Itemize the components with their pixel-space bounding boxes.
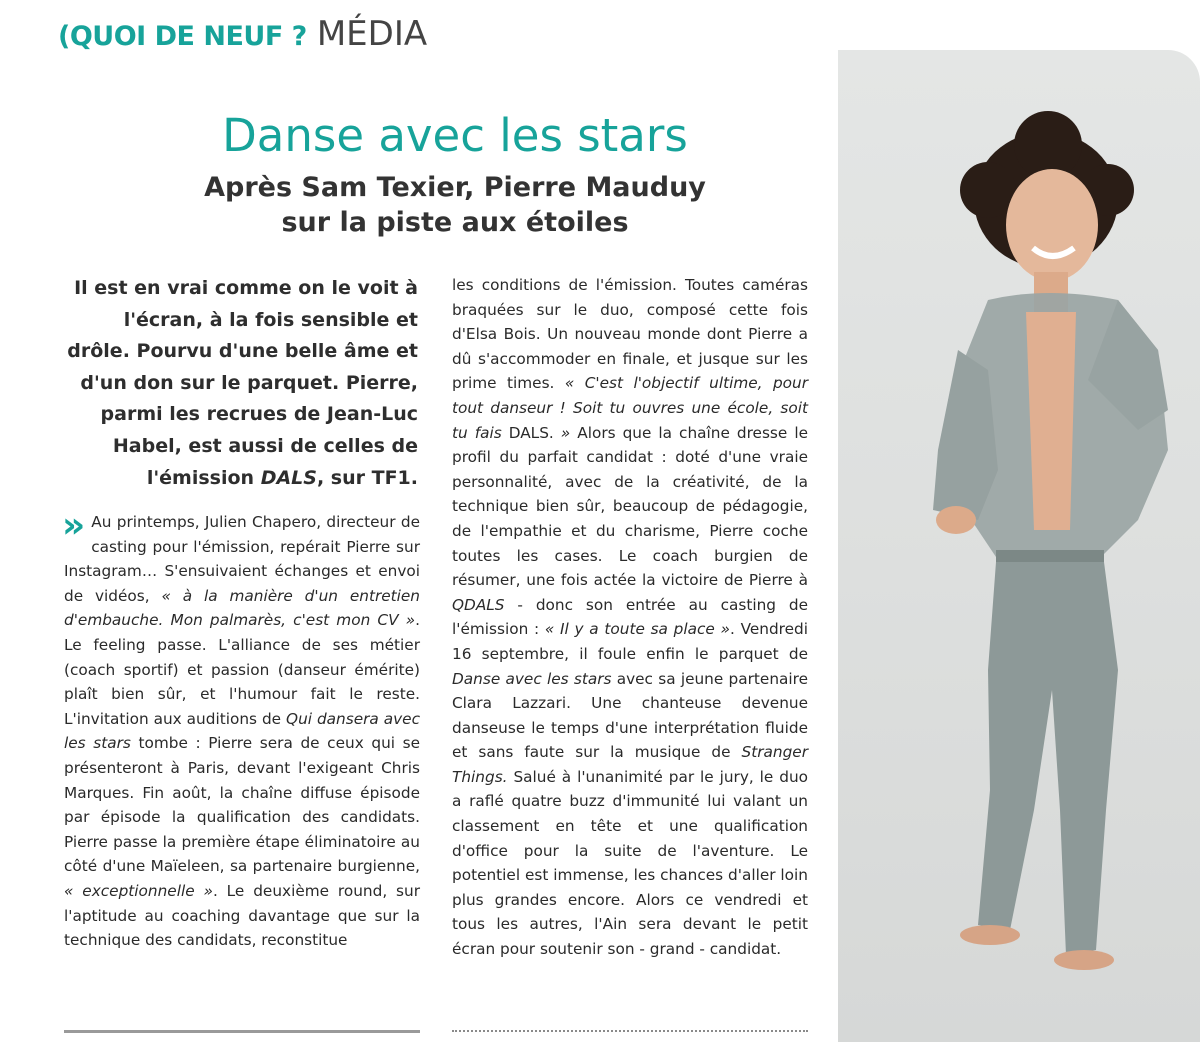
left-quote-1: « à la manière d'un entretien d'embauche. Mon palmarès, c'est mon CV » [64,586,421,630]
right-text-6: avec sa jeune partenaire Clara Lazzari. Une chanteuse devenue danseuse le temps d'une interprétation fluide et sans faute sur la musique de [452,669,808,762]
brand-logo: (QUOI DE NEUF ? [58,21,307,52]
left-text-3: tombe : Pierre sera de ceux qui se présenteront à Paris, devant l'exigeant Chris Marques. Fin août, la chaîne diffuse épisode par épisode la qualification des candidats. Pierre passe la première étape éliminatoire au côté d'une Maïeleen, sa partenaire burgienne, [64,734,421,876]
article-lead [62,273,418,494]
right-text-4: - donc son entrée au casting de l'émission : [452,595,808,639]
right-text-1: les conditions de l'émission. Toutes caméras braquées sur le duo, composé cette fois d'Elsa Bois. Un nouveau monde dont Pierre a dû s'accommoder en finale, et jusque sur les prime times. [452,276,808,393]
right-quote-1: « C'est l'objectif ultime, pour tout danseur ! Soit tu ouvres une école, soit tu fais [452,374,808,442]
right-text-7: Salué à l'unanimité par le jury, le duo a raflé quatre buzz d'immunité lui valant un classement en tête et une qualification d'office pour la suite de l'aventure. Le potentiel est immense, les chances d'aller loin plus grandes encore. Alors ce vendredi et tous les autres, l'Ain sera devant le petit écran pour soutenir son - grand - candidat. [452,767,808,959]
left-quote-3: « exceptionnelle » [64,881,213,900]
left-quote-2: Qui dansera avec les stars [64,709,421,753]
right-text-5: . Vendredi 16 septembre, il foule enfin le parquet de [452,620,808,663]
body-column-left [62,505,421,953]
dancer-figure-illustration [838,50,1200,1042]
body-column-right [452,273,808,962]
right-quote-6: Stranger Things. [452,743,808,786]
lead-text-1: Il est en vrai comme on le voit à l'écran, à la fois sensible et drôle. Pourvu d'une belle âme et d'un don sur le parquet. Pierre, parmi les recrues de Jean-Luc Habel, est aussi de celles de l'émission [67,277,418,489]
subtitle-line-1: Après Sam Texier, Pierre Mauduy [204,172,706,203]
right-quote-2: » [560,423,571,442]
right-quote-5: Danse avec les stars [452,669,612,688]
article-title: Danse avec les stars [222,109,688,162]
section-label: MÉDIA [316,14,428,54]
left-text-2: . Le feeling passe. L'alliance de ses métier (coach sportif) et passion (danseur émérite) plaît bien sûr, et l'humour fait le reste. L'invitation aux auditions de [64,611,420,728]
magazine-header [58,14,427,58]
dancer-photo [838,50,1200,1042]
opening-quote-mark: » [62,505,86,546]
right-text-3: Alors que la chaîne dresse le profil du parfait candidat : doté d'une vraie personnalité, avec de la créativité, de la technique bien sûr, beaucoup de pédagogie, de l'empathie et du charisme, Pierre coche toutes les cases. Le coach burgien de résumer, une fois actée la victoire de Pierre à [452,423,808,590]
subtitle-line-2: sur la piste aux étoiles [281,207,629,238]
lead-emphasis: DALS [260,466,317,489]
right-quote-3: QDALS [452,595,505,614]
right-text-2: DALS. [501,423,561,442]
right-quote-4: « Il y a toute sa place » [544,620,730,639]
lead-text-2: , sur TF1. [316,466,418,489]
left-text-1: Au printemps, Julien Chapero, directeur de casting pour l'émission, repérait Pierre sur Instagram… S'ensuivaient échanges et envoi de vidéos, [64,513,420,605]
column-divider-right [452,1030,808,1032]
column-divider-left [64,1030,420,1033]
article-subtitle [60,170,850,240]
left-text-4: . Le deuxième round, sur l'aptitude au coaching davantage que sur la technique des candidats, reconstitue [64,881,421,950]
